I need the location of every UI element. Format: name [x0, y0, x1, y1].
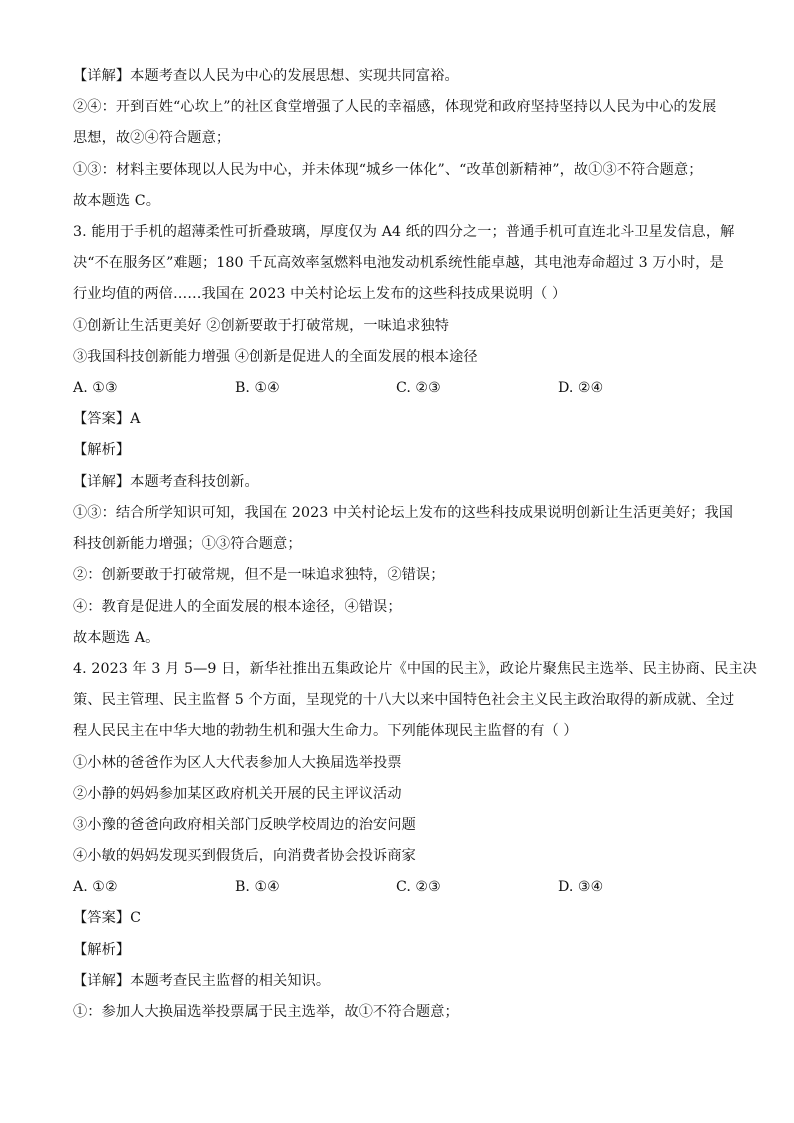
statement-line: ②小静的妈妈参加某区政府机关开展的民主评议活动 [73, 786, 402, 802]
option-a: A. ①② [73, 879, 118, 895]
option-a: A. ①③ [73, 380, 118, 396]
text-line: 科技创新能力增强；①③符合题意； [73, 536, 302, 552]
text-line: 【详解】本题考查民主监督的相关知识。 [73, 973, 331, 989]
text-line: 行业均值的两倍……我国在 2023 中关村论坛上发布的这些科技成果说明（ ） [73, 286, 567, 302]
text-line: 故本题选 C。 [73, 193, 161, 209]
text-line: ④：教育是促进人的全面发展的根本途径，④错误； [73, 599, 402, 615]
statement-line: ③小豫的爸爸向政府相关部门反映学校周边的治安问题 [73, 817, 416, 833]
text-line: 策、民主管理、民主监督 5 个方面，呈现党的十八大以来中国特色社会主义民主政治取得的新成就、全过 [73, 692, 735, 708]
text-line: 程人民民主在中华大地的勃勃生机和强大生命力。下列能体现民主监督的有（ ） [73, 723, 578, 739]
text-line: ②④：开到百姓“心坎上”的社区食堂增强了人民的幸福感，体现党和政府坚持坚持以人民为中心的发展 [73, 99, 717, 115]
statement-line: ①小林的爸爸作为区人大代表参加人大换届选举投票 [73, 755, 402, 771]
analysis-label: 【解析】 [73, 942, 131, 958]
option-d: D. ②④ [558, 380, 604, 396]
text-line: ①③：材料主要体现以人民为中心，并未体现“城乡一体化”、“改革创新精神”，故①③不符合题意； [73, 162, 703, 178]
answer-label: 【答案】C [73, 910, 142, 926]
text-line: ②：创新要敢于打破常规，但不是一味追求独特，②错误； [73, 567, 445, 583]
text-line: 【详解】本题考查以人民为中心的发展思想、实现共同富裕。 [73, 68, 459, 84]
analysis-label: 【解析】 [73, 442, 131, 458]
text-line: 决“不在服务区”难题；180 千瓦高效率氢燃料电池发动机系统性能卓越，其电池寿命超过 3 万小时，是 [73, 255, 724, 271]
option-b: B. ①④ [235, 879, 280, 895]
question-3-stem: 3. 能用于手机的超薄柔性可折叠玻璃，厚度仅为 A4 纸的四分之一；普通手机可直连北斗卫星发信息，解 [73, 224, 735, 240]
option-c: C. ②③ [396, 879, 441, 895]
text-line: 思想，故②④符合题意； [73, 130, 231, 146]
statement-line: ④小敏的妈妈发现买到假货后，向消费者协会投诉商家 [73, 848, 416, 864]
question-4-stem: 4. 2023 年 3 月 5—9 日，新华社推出五集政论片《中国的民主》，政论片聚焦民主选举、民主协商、民主决 [73, 661, 757, 677]
option-b: B. ①④ [235, 380, 280, 396]
option-c: C. ②③ [396, 380, 441, 396]
option-d: D. ③④ [558, 879, 604, 895]
text-line: 【详解】本题考查科技创新。 [73, 474, 259, 490]
text-line: ①：参加人大换届选举投票属于民主选举，故①不符合题意； [73, 1004, 459, 1020]
statement-line: ①创新让生活更美好 ②创新要敢于打破常规，一味追求独特 [73, 318, 450, 334]
text-line: ①③：结合所学知识可知，我国在 2023 中关村论坛上发布的这些科技成果说明创新让生活更美好；我国 [73, 505, 734, 521]
text-line: 故本题选 A。 [73, 630, 160, 646]
statement-line: ③我国科技创新能力增强 ④创新是促进人的全面发展的根本途径 [73, 349, 478, 365]
answer-label: 【答案】A [73, 411, 141, 427]
